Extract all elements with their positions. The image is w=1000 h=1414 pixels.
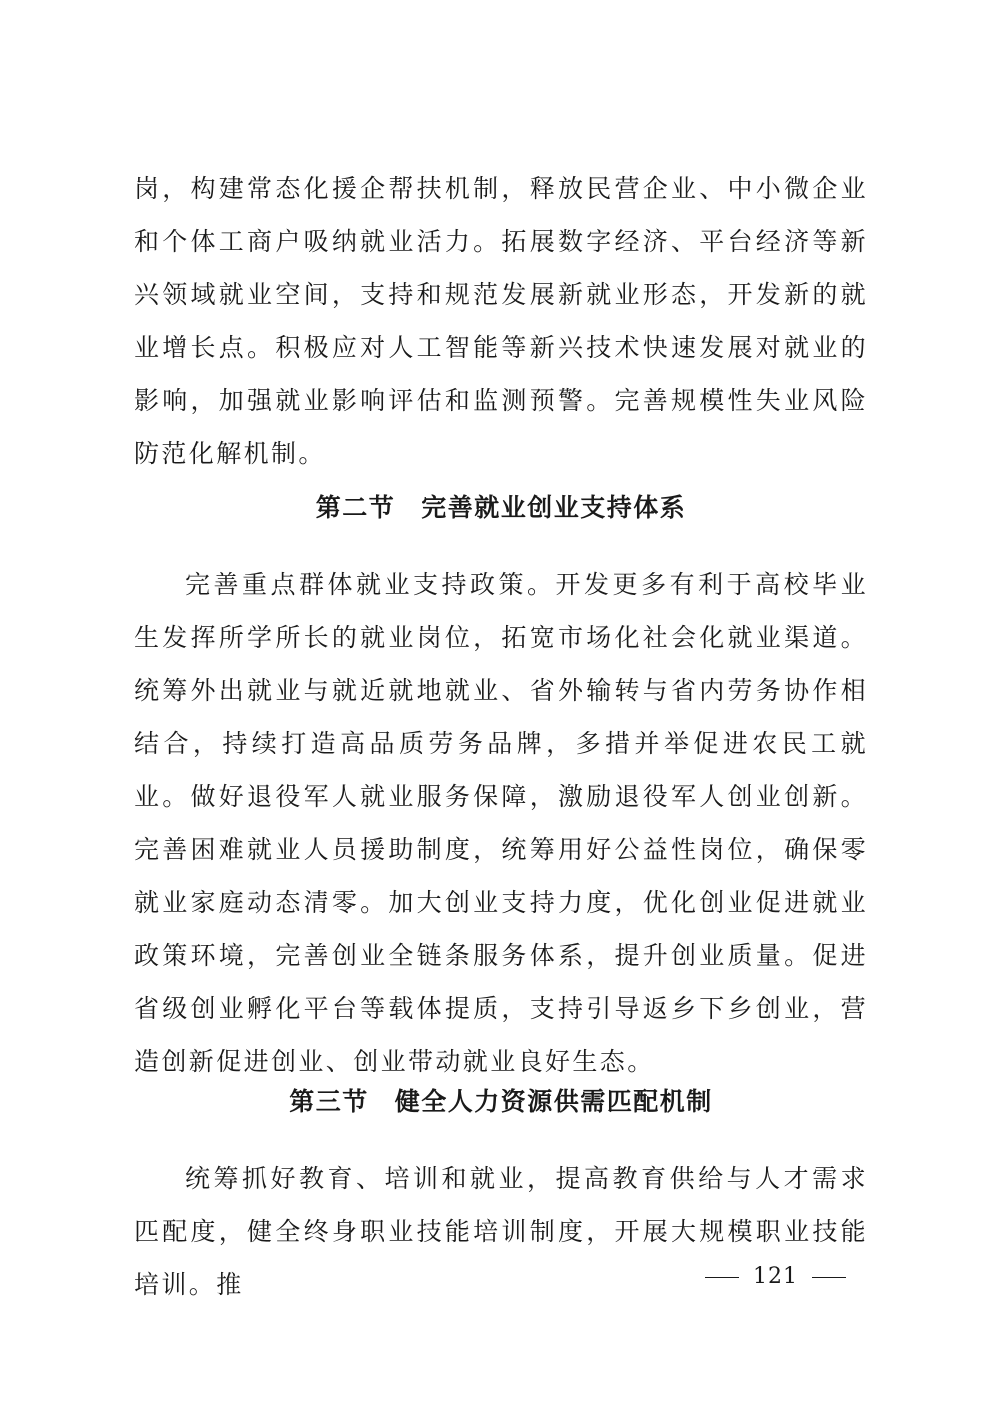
section-2-text-block (134, 558, 868, 1088)
section-number: 第二节 (315, 493, 396, 522)
section-title: 完善就业创业支持体系 (421, 493, 687, 522)
section-heading-3 (134, 1082, 868, 1122)
section-heading-2 (134, 488, 868, 528)
right-dash (812, 1277, 846, 1278)
section-3-paragraph: 统筹抓好教育、培训和就业，提高教育供给与人才需求匹配度，健全终身职业技能培训制度，开展大规模职业技能培训。推 (134, 1164, 868, 1299)
section-number: 第三节 (289, 1087, 369, 1116)
section-2-paragraph: 完善重点群体就业支持政策。开发更多有利于高校毕业生发挥所学所长的就业岗位，拓宽市场化社会化就业渠道。统筹外出就业与就近就地就业、省外输转与省内劳务协作相结合，持续打造高品质劳务品牌，多措并举促进农民工就业。做好退役军人就业服务保障，激励退役军人创业创新。完善困难就业人员援助制度，统筹用好公益性岗位，确保零就业家庭动态清零。加大创业支持力度，优化创业促进就业政策环境，完善创业全链条服务体系，提升创业质量。促进省级创业孵化平台等载体提质，支持引导返乡下乡创业，营造创新促进创业、创业带动就业良好生态。 (134, 570, 868, 1076)
section-title: 健全人力资源供需匹配机制 (394, 1087, 713, 1116)
page-number: 121 (753, 1264, 798, 1289)
continuation-text-block (134, 162, 868, 480)
continuation-paragraph: 岗，构建常态化援企帮扶机制，释放民营企业、中小微企业和个体工商户吸纳就业活力。拓展数字经济、平台经济等新兴领域就业空间，支持和规范发展新就业形态，开发新的就业增长点。积极应对人工智能等新兴技术快速发展对就业的影响，加强就业影响评估和监测预警。完善规模性失业风险防范化解机制。 (134, 174, 868, 468)
page-number-footer (0, 1262, 1000, 1292)
left-dash (705, 1277, 739, 1278)
